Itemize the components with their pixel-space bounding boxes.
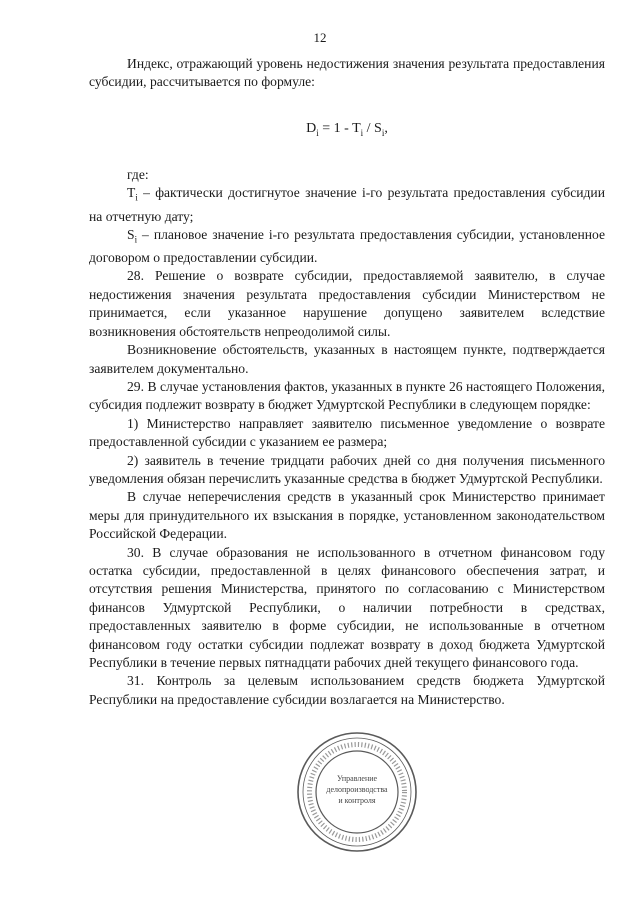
paragraph-29-item-2: 2) заявитель в течение тридцати рабочих дней со дня получения письменного уведомления обязан перечислить указанные средства в бюджет Удмуртской Республики. bbox=[89, 452, 605, 486]
definition-si: $S_i$ – плановое значение i-го результата предоставления субсидии, установленное договором о предоставлении субсидии. bbox=[89, 226, 605, 266]
official-stamp-seal bbox=[295, 730, 419, 854]
formula: $D_i = 1 - T_i / S_i$, bbox=[306, 120, 388, 138]
stamp-line-1: Управление bbox=[336, 774, 378, 783]
stamp-line-3: и контроля bbox=[338, 796, 376, 805]
document-body bbox=[89, 55, 605, 709]
paragraph-29: 29. В случае установления фактов, указанных в пункте 26 настоящего Положения, субсидия подлежит возврату в бюджет Удмуртской Республики в следующем порядке: bbox=[89, 378, 605, 413]
paragraph-31: 31. Контроль за целевым использованием средств бюджета Удмуртской Республики на предоставление субсидии возлагается на Министерство. bbox=[89, 673, 605, 707]
page-number: 12 bbox=[313, 30, 327, 45]
stamp-line-2: делопроизводства bbox=[326, 785, 388, 794]
where-label: где: bbox=[127, 167, 149, 183]
paragraph-29-enforcement: В случае неперечисления средств в указанный срок Министерство принимает меры для принудительного их взыскания в порядке, установленном законодательством Российской Федерации. bbox=[89, 489, 605, 542]
paragraph-30: 30. В случае образования не использованного в отчетном финансовом году остатка субсидии, предоставленной в целях финансового обеспечения затрат, и отсутствия решения Министерства, принятого по согласованию с Министерством финансов Удмуртской Республики, о наличии потребности в средствах, предоставленных заявителю в форме субсидии, не использованные в отчетном финансовом году остатки субсидии подлежат возврату в доход бюджета Удмуртской Республики в течение первых пятнадцати рабочих дней текущего финансового года. bbox=[89, 544, 605, 671]
paragraph-28-note: Возникновение обстоятельств, указанных в настоящем пункте, подтверждается заявителем документально. bbox=[89, 342, 605, 376]
paragraph-29-item-1: 1) Министерство направляет заявителю письменное уведомление о возврате предоставленной субсидии с указанием ее размера; bbox=[89, 415, 605, 450]
intro-paragraph: Индекс, отражающий уровень недостижения значения результата предоставления субсидии, рассчитывается по формуле: bbox=[89, 56, 605, 90]
paragraph-28: 28. Решение о возврате субсидии, предоставляемой заявителю, в случае недостижения значения результата предоставления субсидии Министерством не принимается, если указанное нарушение допущено заявителем вследствие возникновения обстоятельств непреодолимой силы. bbox=[89, 268, 605, 339]
definition-ti: $T_i$ – фактически достигнутое значение i-го результата предоставления субсидии на отчетную дату; bbox=[89, 185, 605, 224]
